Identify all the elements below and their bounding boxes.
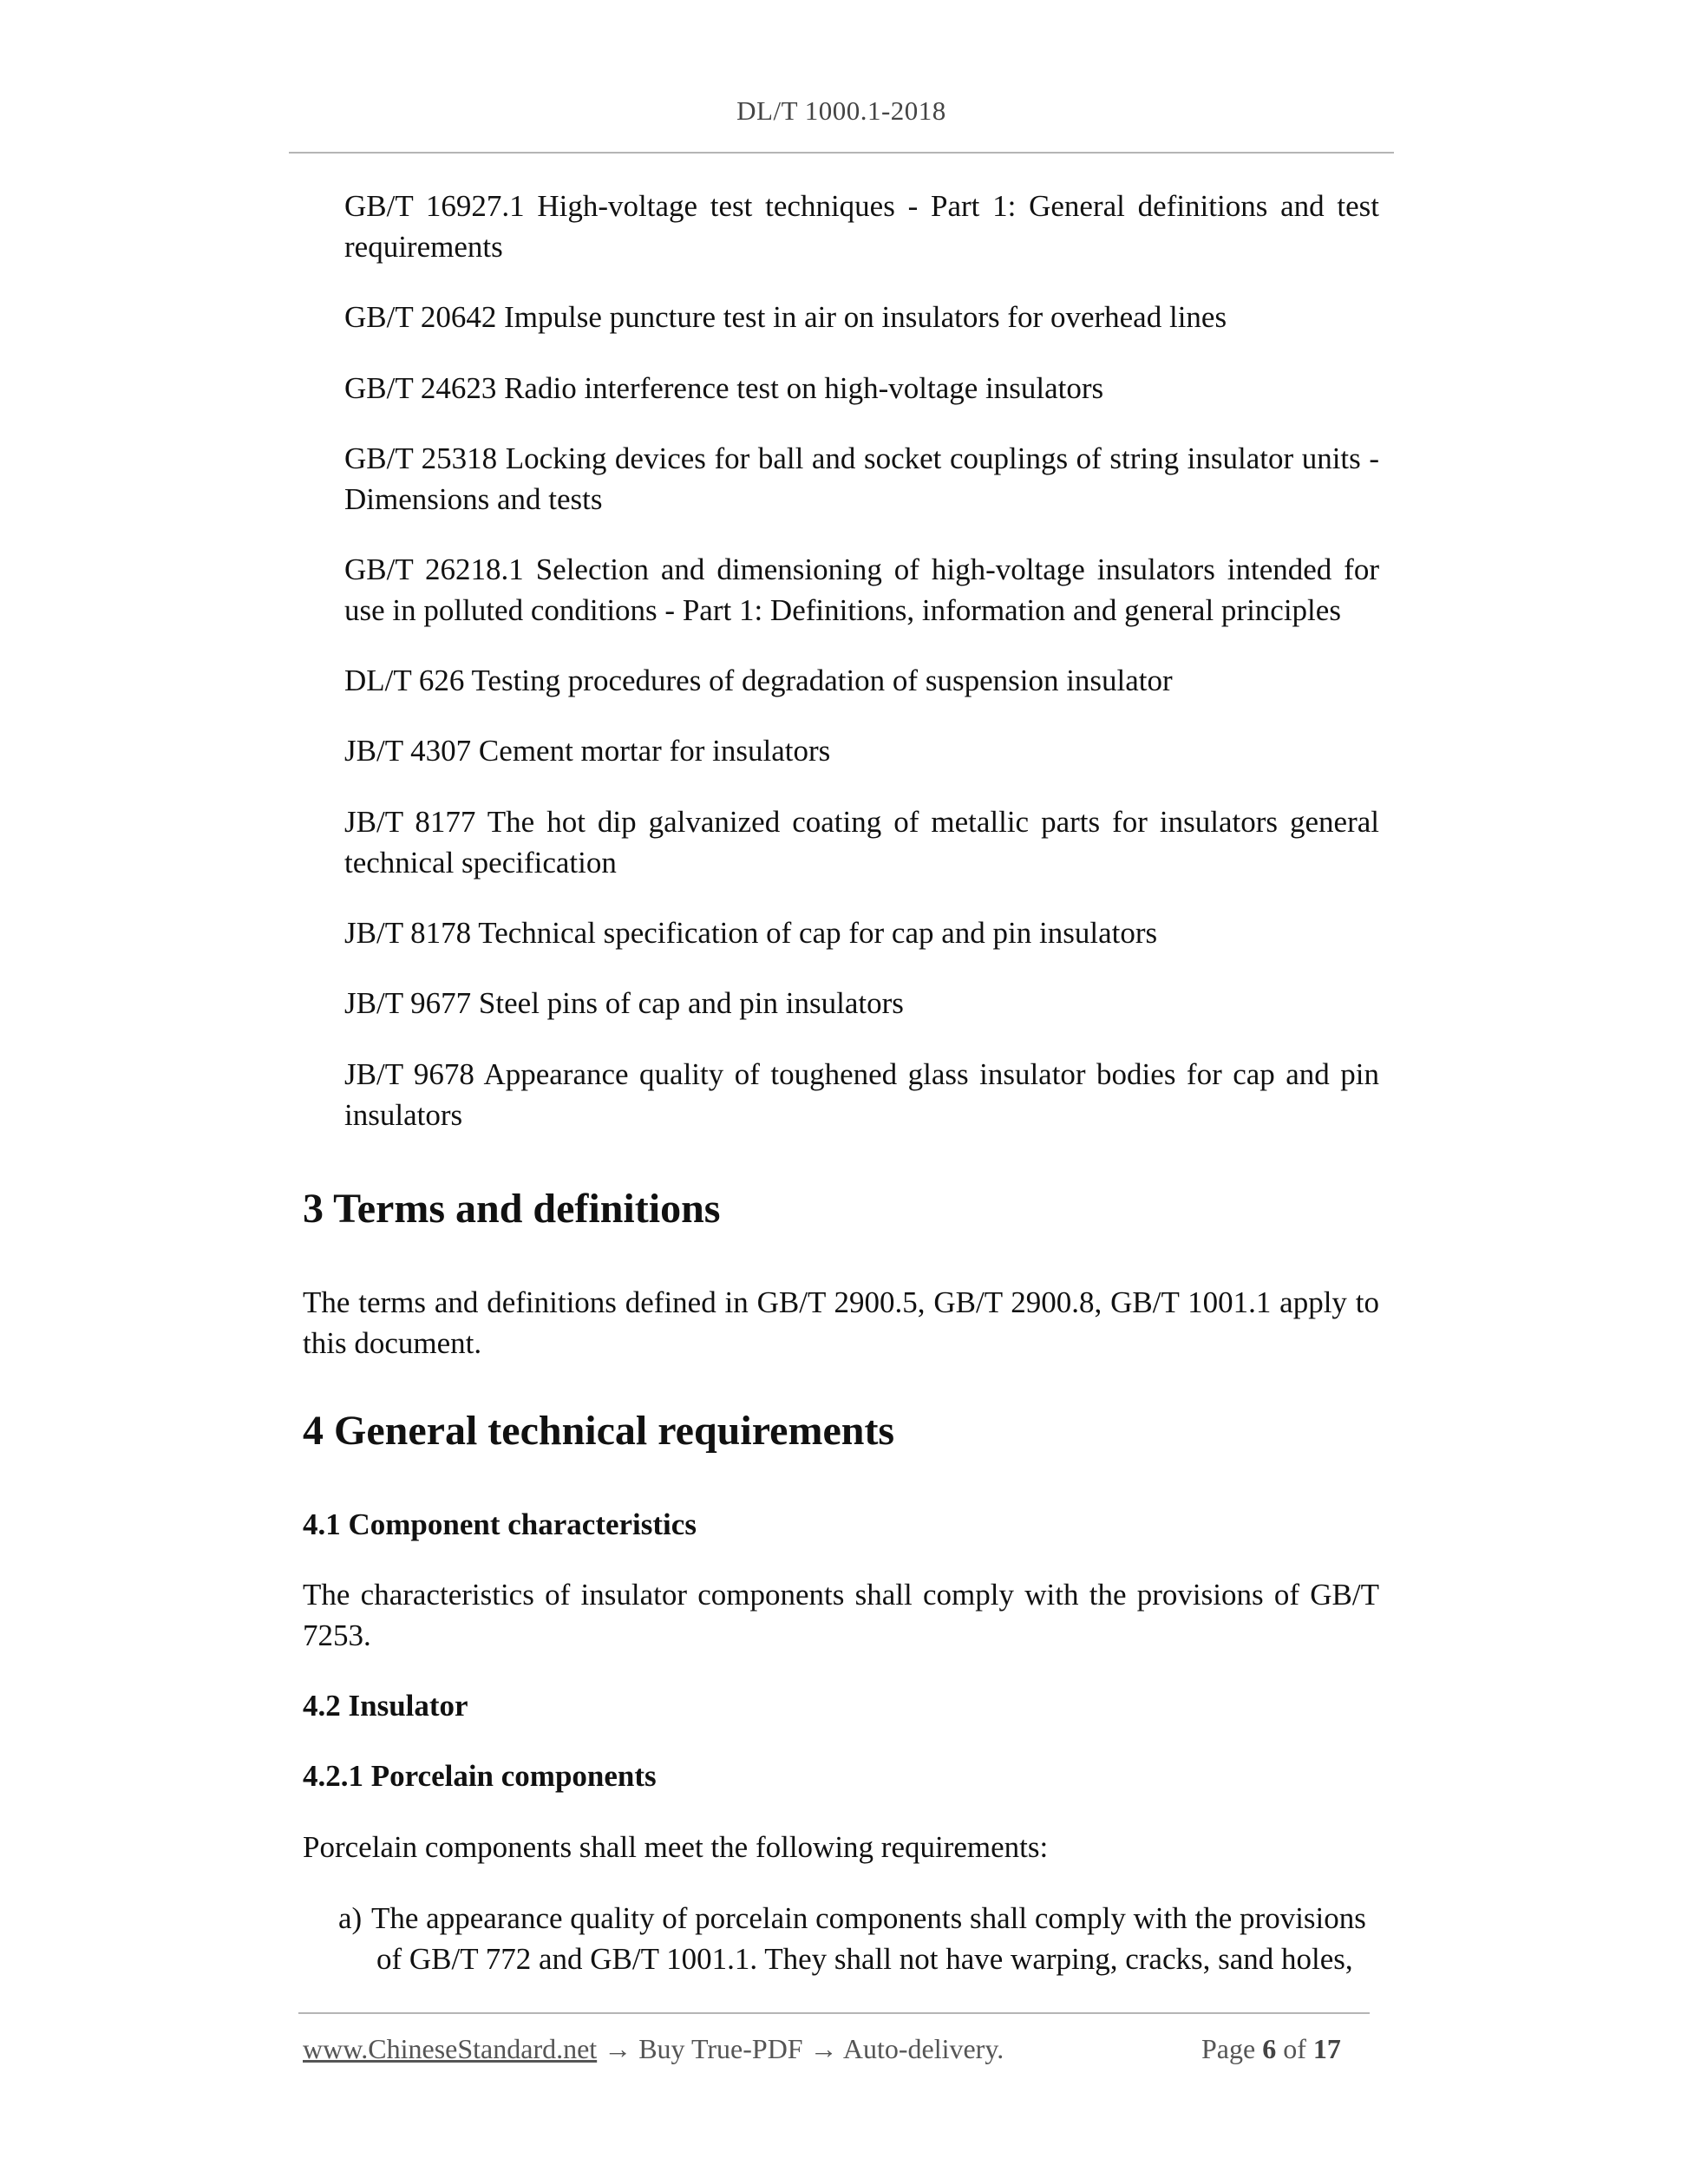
reference-item: JB/T 9678 Appearance quality of toughened glass insulator bodies for cap and pin insulators xyxy=(344,1057,1379,1132)
total-page-number: 17 xyxy=(1312,2033,1341,2064)
section-4-1-heading: 4.1 Component characteristics xyxy=(303,1507,697,1541)
list-item-line: of GB/T 772 and GB/T 1001.1. They shall not have warping, cracks, sand holes, xyxy=(376,1942,1353,1976)
section-4-2-heading: 4.2 Insulator xyxy=(303,1689,468,1723)
reference-item: GB/T 26218.1 Selection and dimensioning of high-voltage insulators intended for use in polluted conditions - Part 1: Definitions, information and general principles xyxy=(344,553,1379,627)
header-divider xyxy=(289,152,1394,154)
page-header-doc-id: DL/T 1000.1-2018 xyxy=(736,95,946,126)
of-label: of xyxy=(1283,2033,1306,2064)
reference-item: JB/T 9677 Steel pins of cap and pin insulators xyxy=(344,986,904,1020)
arrow-right-icon: → xyxy=(809,2033,838,2064)
arrow-right-icon: → xyxy=(604,2033,632,2064)
site-link[interactable]: www.ChineseStandard.net xyxy=(303,2033,598,2064)
list-marker: a) xyxy=(338,1901,363,1935)
section-4-heading: 4 General technical requirements xyxy=(303,1408,895,1454)
page-indicator xyxy=(1201,2033,1341,2065)
list-item-a xyxy=(338,1898,1379,1979)
reference-item: JB/T 4307 Cement mortar for insulators xyxy=(344,734,831,768)
current-page-number: 6 xyxy=(1262,2033,1277,2064)
reference-item: GB/T 16927.1 High-voltage test techniques - Part 1: General definitions and test requirements xyxy=(344,189,1379,264)
reference-item: JB/T 8177 The hot dip galvanized coating of metallic parts for insulators general technical specification xyxy=(344,805,1379,879)
footer-divider xyxy=(298,2012,1370,2014)
reference-item: GB/T 25318 Locking devices for ball and socket couplings of string insulator units - Dimensions and tests xyxy=(344,441,1379,516)
footer-delivery-text: Auto-delivery. xyxy=(842,2033,1004,2064)
reference-item: DL/T 626 Testing procedures of degradation of suspension insulator xyxy=(344,664,1173,697)
section-3-body: The terms and definitions defined in GB/T 2900.5, GB/T 2900.8, GB/T 1001.1 apply to this document. xyxy=(303,1285,1379,1360)
reference-item: GB/T 20642 Impulse puncture test in air on insulators for overhead lines xyxy=(344,300,1227,334)
section-4-2-1-heading: 4.2.1 Porcelain components xyxy=(303,1759,657,1793)
footer-buy-text: Buy True-PDF xyxy=(638,2033,803,2064)
section-4-2-1-body: Porcelain components shall meet the following requirements: xyxy=(303,1830,1049,1864)
footer-promo xyxy=(303,2033,1004,2065)
section-3-heading: 3 Terms and definitions xyxy=(303,1186,721,1232)
section-4-1-body: The characteristics of insulator components shall comply with the provisions of GB/T 7253. xyxy=(303,1578,1379,1652)
page-label: Page xyxy=(1201,2033,1256,2064)
reference-item: GB/T 24623 Radio interference test on high-voltage insulators xyxy=(344,371,1104,405)
list-item-line: The appearance quality of porcelain components shall comply with the provisions xyxy=(371,1901,1366,1935)
reference-item: JB/T 8178 Technical specification of cap for cap and pin insulators xyxy=(344,916,1158,950)
